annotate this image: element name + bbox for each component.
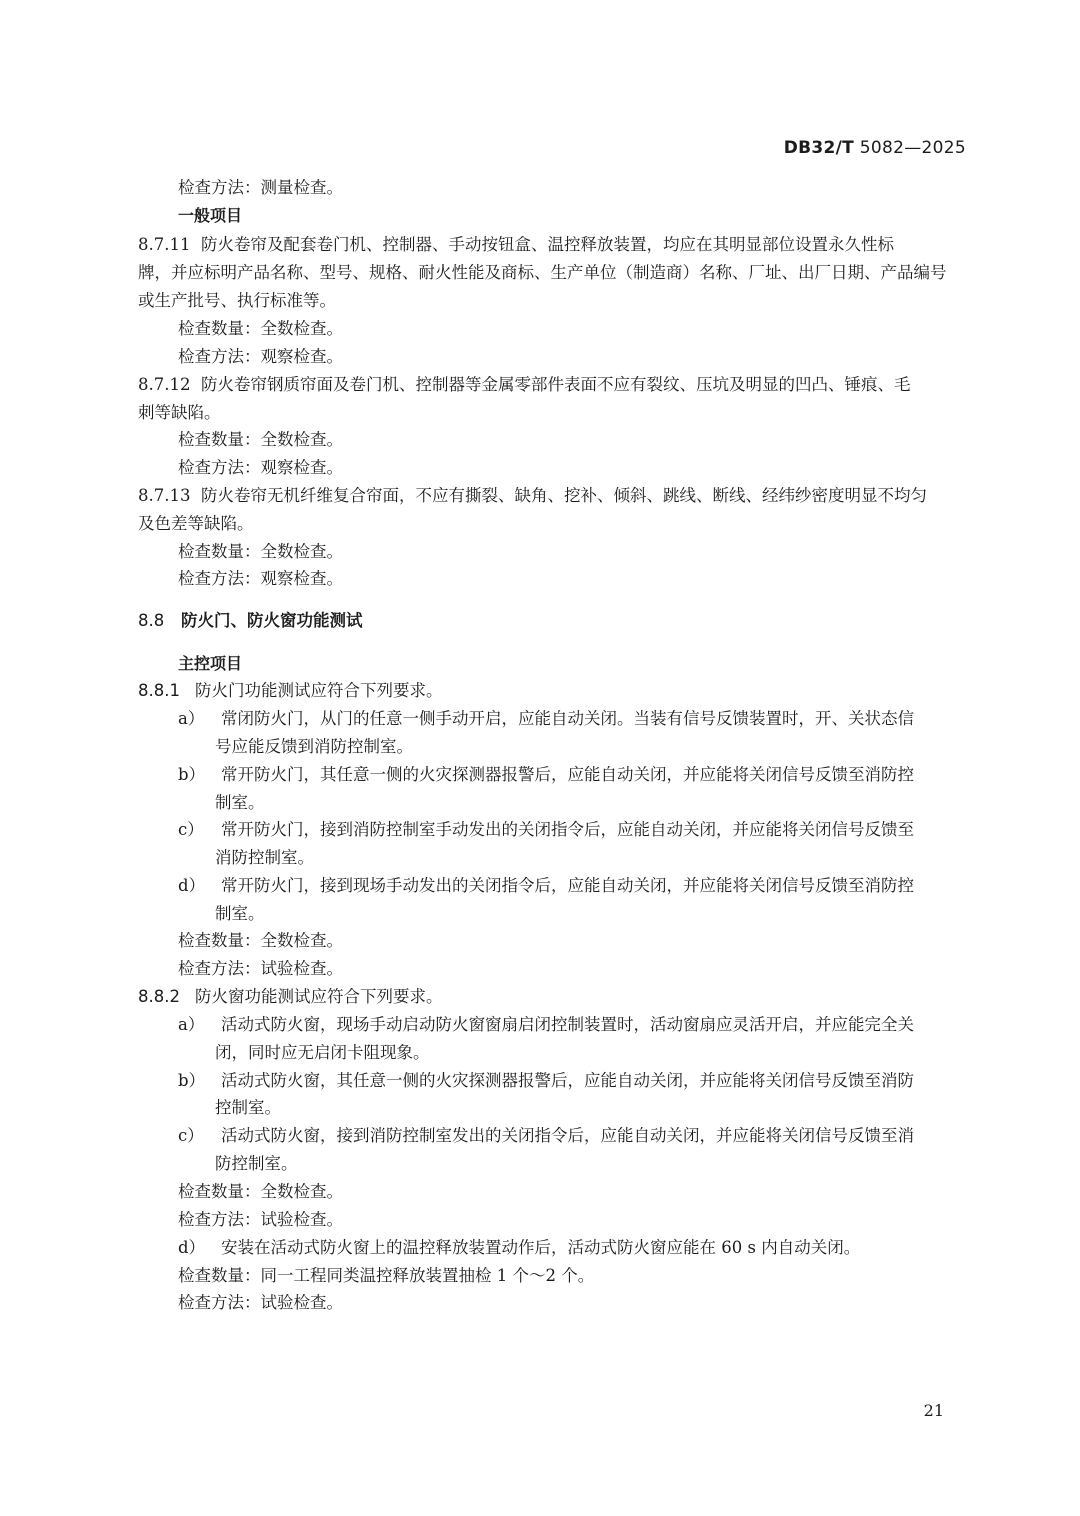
list-label: d） [178, 1238, 206, 1257]
clause-8-7-11-line-2: 牌，并应标明产品名称、型号、规格、耐火性能及商标、生产单位（制造商）名称、厂址、出厂日期、产品编号 [138, 263, 947, 282]
inspection-quantity-line: 检查数量：同一工程同类温控释放装置抽检 1 个～2 个。 [178, 1266, 595, 1285]
inspection-method-line: 检查方法：试验检查。 [178, 959, 343, 978]
list-item-d [178, 872, 914, 900]
general-items-heading: 一般项目 [178, 206, 243, 225]
inspection-quantity-line: 检查数量：全数检查。 [178, 931, 343, 950]
clause-number: 8.7.13 [138, 486, 191, 505]
list-text: 常闭防火门，从门的任意一侧手动开启，应能自动关闭。当装有信号反馈装置时，开、关状态信 [221, 709, 914, 728]
clause-number: 8.7.11 [138, 235, 191, 254]
list-text: 活动式防火窗，接到消防控制室发出的关闭指令后，应能自动关闭，并应能将关闭信号反馈至消 [221, 1126, 914, 1145]
list-item-b-cont: 制室。 [215, 793, 265, 812]
list-item-b [178, 1067, 914, 1095]
list-text: 活动式防火窗，其任意一侧的火灾探测器报警后，应能自动关闭，并应能将关闭信号反馈至消防 [221, 1071, 914, 1090]
list-item-c [178, 1122, 914, 1150]
clause-text: 防火卷帘无机纤维复合帘面，不应有撕裂、缺角、挖补、倾斜、跳线、断线、经纬纱密度明显不均匀 [201, 486, 927, 505]
inspection-method-line: 检查方法：试验检查。 [178, 1210, 343, 1229]
clause-number: 8.7.12 [138, 375, 191, 394]
inspection-quantity-line: 检查数量：全数检查。 [178, 1182, 343, 1201]
clause-8-7-11-line-3: 或生产批号、执行标准等。 [138, 291, 336, 310]
list-text: 常开防火门，接到现场手动发出的关闭指令后，应能自动关闭，并应能将关闭信号反馈至消防控 [221, 876, 914, 895]
inspection-method-line: 检查方法：观察检查。 [178, 458, 343, 477]
list-text: 安装在活动式防火窗上的温控释放装置动作后，活动式防火窗应能在 60 s 内自动关闭。 [221, 1238, 861, 1257]
list-item-a [178, 705, 914, 733]
standard-prefix: DB32/T [783, 138, 855, 158]
list-text: 活动式防火窗，现场手动启动防火窗窗扇启闭控制装置时，活动窗扇应灵活开启，并应能完全关 [221, 1015, 914, 1034]
list-item-c [178, 816, 914, 844]
clause-text: 防火窗功能测试应符合下列要求。 [195, 987, 443, 1006]
clause-8-8-1 [138, 677, 443, 705]
standard-number: 5082—2025 [859, 138, 966, 158]
clause-8-7-11-line-1 [138, 231, 894, 259]
list-label: c） [178, 1126, 204, 1145]
inspection-method-line: 检查方法：测量检查。 [178, 178, 343, 197]
clause-8-7-13-line-1 [138, 482, 927, 510]
clause-8-7-12-line-1 [138, 371, 911, 399]
list-item-d-cont: 制室。 [215, 904, 265, 923]
main-control-items-heading: 主控项目 [178, 654, 243, 673]
inspection-quantity-line: 检查数量：全数检查。 [178, 542, 343, 561]
clause-8-7-12-line-2: 刺等缺陷。 [138, 403, 221, 422]
standard-code-header [784, 138, 966, 158]
list-item-b-cont: 控制室。 [215, 1098, 281, 1117]
list-item-b [178, 761, 914, 789]
clause-text: 防火卷帘及配套卷门机、控制器、手动按钮盒、温控释放装置，均应在其明显部位设置永久性标 [201, 235, 894, 254]
list-item-c-cont: 防控制室。 [215, 1154, 298, 1173]
list-item-d [178, 1234, 860, 1262]
inspection-method-line: 检查方法：试验检查。 [178, 1293, 343, 1312]
list-text: 常开防火门，其任意一侧的火灾探测器报警后，应能自动关闭，并应能将关闭信号反馈至消防控 [221, 765, 914, 784]
list-item-c-cont: 消防控制室。 [215, 848, 314, 867]
inspection-method-line: 检查方法：观察检查。 [178, 569, 343, 588]
list-item-a-cont: 闭，同时应无启闭卡阻现象。 [215, 1043, 430, 1062]
list-item-a [178, 1011, 914, 1039]
inspection-quantity-line: 检查数量：全数检查。 [178, 430, 343, 449]
list-label: c） [178, 820, 204, 839]
list-label: b） [178, 1071, 206, 1090]
list-text: 常开防火门，接到消防控制室手动发出的关闭指令后，应能自动关闭，并应能将关闭信号反馈至 [221, 820, 914, 839]
section-8-8-heading [138, 607, 363, 635]
inspection-method-line: 检查方法：观察检查。 [178, 347, 343, 366]
page-number: 21 [923, 1401, 944, 1420]
clause-number: 8.8.1 [138, 681, 180, 700]
list-item-a-cont: 号应能反馈到消防控制室。 [215, 737, 413, 756]
clause-text: 防火卷帘钢质帘面及卷门机、控制器等金属零部件表面不应有裂纹、压坑及明显的凹凸、锤痕、毛 [201, 375, 911, 394]
clause-number: 8.8.2 [138, 987, 180, 1006]
section-number: 8.8 [138, 611, 165, 630]
list-label: a） [178, 1015, 205, 1034]
clause-text: 防火门功能测试应符合下列要求。 [195, 681, 443, 700]
clause-8-8-2 [138, 983, 443, 1011]
list-label: b） [178, 765, 206, 784]
list-label: d） [178, 876, 206, 895]
clause-8-7-13-line-2: 及色差等缺陷。 [138, 514, 254, 533]
inspection-quantity-line: 检查数量：全数检查。 [178, 319, 343, 338]
section-title: 防火门、防火窗功能测试 [181, 611, 363, 630]
list-label: a） [178, 709, 205, 728]
